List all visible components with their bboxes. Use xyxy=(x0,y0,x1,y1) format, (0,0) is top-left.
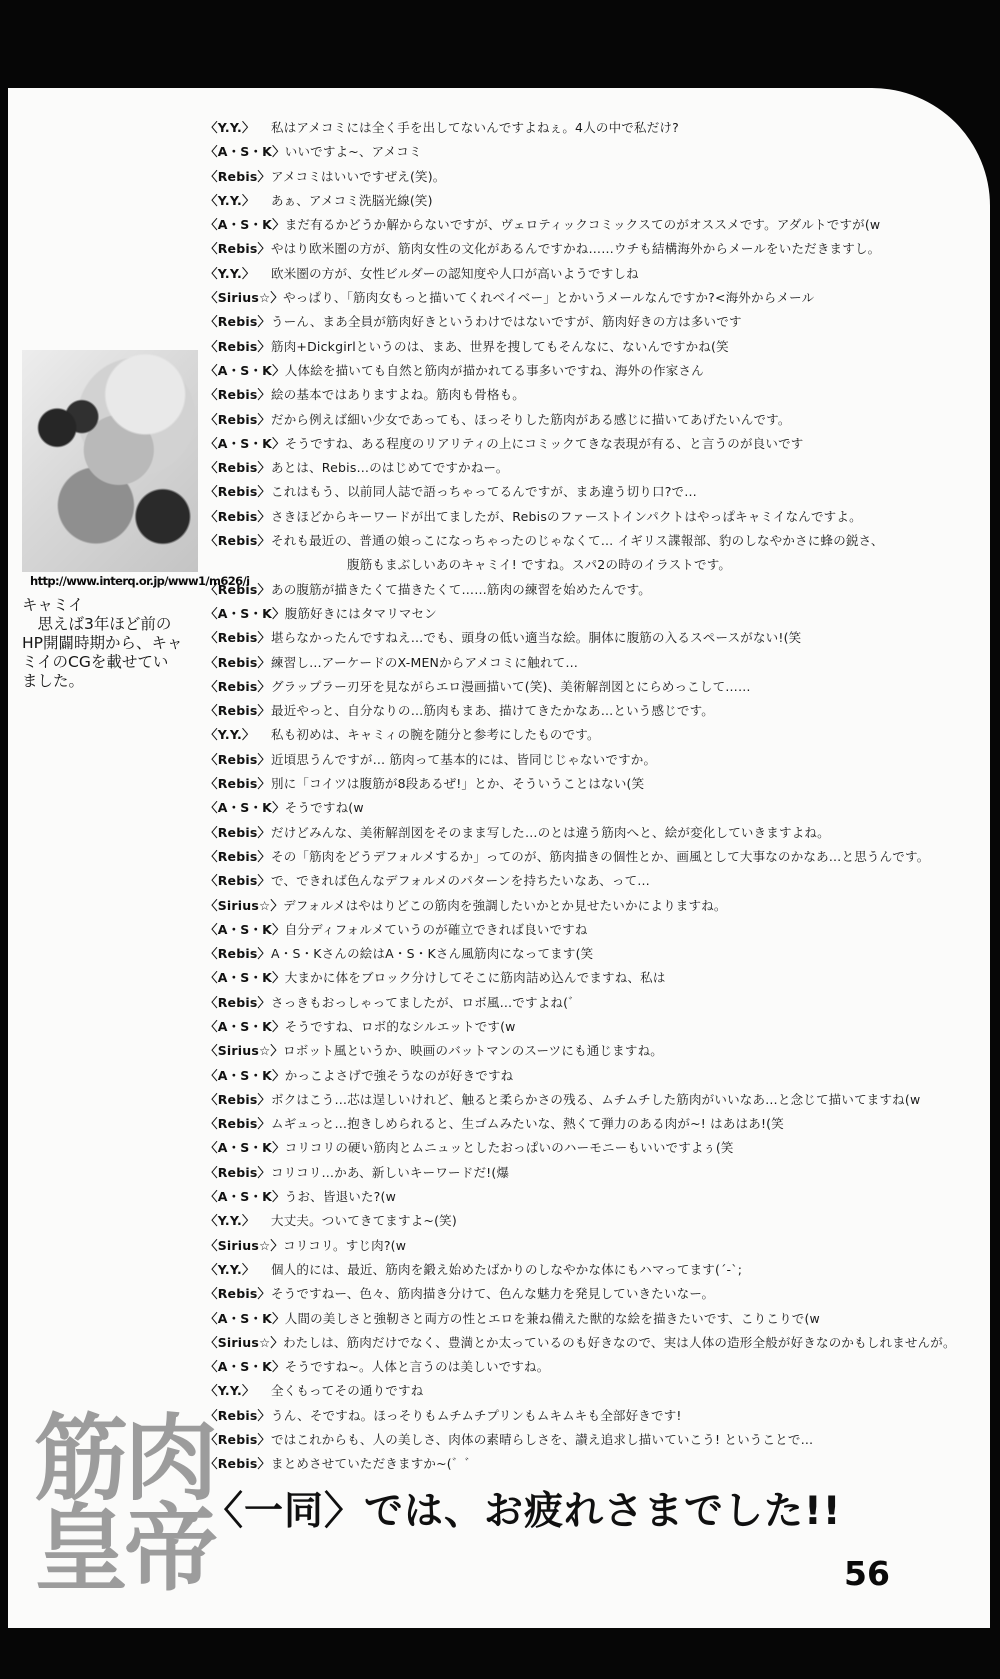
speaker-label: 〈Rebis〉 xyxy=(205,460,271,476)
speaker-label: 〈Rebis〉 xyxy=(205,168,271,184)
message-text: うん、そですね。ほっそりもムチムチプリンもムキムキも全部好きです! xyxy=(271,1407,682,1423)
message-text: 私も初めは、キャミィの腕を随分と参考にしたものです。 xyxy=(271,727,600,743)
chat-row xyxy=(205,626,980,650)
speaker-label: 〈Rebis〉 xyxy=(205,751,271,767)
message-text: グラップラー刃牙を見ながらエロ漫画描いて(笑)、美術解剖図とにらめっこして…… xyxy=(271,678,751,694)
message-text: 個人的には、最近、筋肉を鍛え始めたばかりのしなやかな体にもハマってます(´-`; xyxy=(271,1261,743,1277)
caption-line: ました。 xyxy=(22,672,85,690)
chat-row xyxy=(205,116,980,140)
speaker-label: 〈Sirius☆〉 xyxy=(205,1043,284,1059)
message-text: 私はアメコミには全く手を出してないんですよねぇ。4人の中で私だけ? xyxy=(271,120,679,135)
chat-row xyxy=(205,335,980,359)
chat-row xyxy=(205,237,980,261)
message-text: そうですね~。人体と言うのは美しいですね。 xyxy=(284,1359,550,1375)
speaker-label: 〈Rebis〉 xyxy=(205,1091,271,1107)
chat-row xyxy=(205,1209,980,1233)
message-text: わたしは、筋肉だけでなく、豊満とか太っているのも好きなので、実は人体の造形全般が好きなのかもしれませんが。 xyxy=(283,1334,956,1350)
chat-row xyxy=(205,1015,980,1039)
chat-row xyxy=(205,796,980,820)
message-text: 近頃思うんですが… 筋肉って基本的には、皆同じじゃないですか。 xyxy=(271,751,657,767)
chat-row xyxy=(205,772,980,796)
speaker-label: 〈Rebis〉 xyxy=(205,1432,271,1448)
speaker-label: 〈A・S・K〉 xyxy=(205,1140,285,1156)
chat-row xyxy=(205,480,980,504)
speaker-label: 〈Rebis〉 xyxy=(205,1116,271,1132)
chat-row xyxy=(205,894,980,918)
message-text: 筋肉+Dickgirlというのは、まあ、世界を捜してもそんなに、ないんですかね(笑 xyxy=(271,338,729,354)
chat-row xyxy=(205,1258,980,1282)
message-text: そうですね(w xyxy=(284,800,364,816)
message-text: これはもう、以前同人誌で語っちゃってるんですが、まあ違う切り口?で… xyxy=(271,484,697,500)
caption-line: HP開闢時期から、キャ xyxy=(22,634,183,652)
message-text: うお、皆退いた?(w xyxy=(284,1189,397,1205)
chat-row xyxy=(205,383,980,407)
message-text: そうですね、ある程度のリアリティの上にコミックてきな表現が有る、と言うのが良いです xyxy=(284,435,804,451)
message-text: A・S・Kさんの絵はA・S・Kさん風筋肉になってます(笑 xyxy=(271,946,594,962)
chat-row xyxy=(205,505,980,529)
message-text: コリコリの硬い筋肉とムニュッとしたおっぱいのハーモニーもいいですよぅ(笑 xyxy=(284,1140,734,1156)
chat-row xyxy=(205,262,980,286)
message-text: 大丈夫。ついてきてますよ~(笑) xyxy=(271,1213,457,1229)
chat-row xyxy=(205,1112,980,1136)
message-text: 大まかに体をブロック分けしてそこに筋肉詰め込んでますね、私は xyxy=(284,970,666,986)
chat-row xyxy=(205,432,980,456)
message-text: 最近やっと、自分なりの…筋肉もまあ、描けてきたかなあ…という感じです。 xyxy=(271,703,715,719)
speaker-label: 〈A・S・K〉 xyxy=(205,1310,285,1326)
cammy-illustration xyxy=(22,350,198,572)
speaker-label: 〈Rebis〉 xyxy=(205,824,271,840)
speaker-label: 〈Rebis〉 xyxy=(205,678,271,694)
speaker-label: 〈Rebis〉 xyxy=(205,994,271,1010)
speaker-label: 〈Sirius☆〉 xyxy=(205,1334,284,1350)
sidebar-caption xyxy=(22,596,210,691)
chat-row xyxy=(205,651,980,675)
chat-row xyxy=(205,213,980,237)
message-text: 別に「コイツは腹筋が8段あるぜ!」とか、そういうことはない(笑 xyxy=(271,776,645,792)
chat-row xyxy=(205,942,980,966)
speaker-label: 〈Rebis〉 xyxy=(205,411,271,427)
chat-row xyxy=(205,310,980,334)
speaker-label: 〈Rebis〉 xyxy=(205,581,271,597)
message-text: ムギュっと…抱きしめられると、生ゴムみたいな、熱くて弾力のある肉が~! はあはあ!(笑 xyxy=(271,1116,784,1132)
chat-row xyxy=(205,1039,980,1063)
message-text: デフォルメはやはりどこの筋肉を強調したいかとか見せたいかによりますね。 xyxy=(283,897,727,913)
chat-row xyxy=(205,869,980,893)
message-text: 絵の基本ではありますよね。筋肉も骨格も。 xyxy=(271,387,526,403)
message-text: さっきもおっしゃってましたが、ロボ風…ですよね(゛ xyxy=(271,994,581,1010)
message-text: 人間の美しさと強靭さと両方の性とエロを兼ね備えた獣的な絵を描きたいです、こりこりで(w xyxy=(284,1310,820,1326)
speaker-label: 〈Sirius☆〉 xyxy=(205,1237,284,1253)
chat-row xyxy=(205,359,980,383)
chat-row xyxy=(205,1428,980,1452)
speaker-label: 〈Y.Y.〉 xyxy=(205,1383,255,1399)
speaker-label: 〈Rebis〉 xyxy=(205,1286,271,1302)
message-text: で、できれば色んなデフォルメのパターンを持ちたいなあ、って… xyxy=(271,873,651,889)
page-number: 56 xyxy=(844,1554,890,1593)
chat-row xyxy=(205,1185,980,1209)
speaker-label: 〈Y.Y.〉 xyxy=(205,265,255,281)
message-text: あとは、Rebis…のはじめてですかねー。 xyxy=(271,460,509,476)
speaker-label: 〈Y.Y.〉 xyxy=(205,1261,255,1277)
speaker-label: 〈A・S・K〉 xyxy=(205,605,285,621)
chat-row xyxy=(205,1452,980,1476)
message-text: 腹筋もまぶしいあのキャミイ! ですね。スパ2の時のイラストです。 xyxy=(347,557,732,573)
chat-row xyxy=(205,1404,980,1428)
scanned-page xyxy=(8,88,990,1628)
chat-row xyxy=(205,1355,980,1379)
speaker-label: 〈Rebis〉 xyxy=(205,241,271,257)
message-text: あぁ、アメコミ洗脳光線(笑) xyxy=(271,192,433,208)
message-text: ボクはこう…芯は逞しいけれど、触ると柔らかさの残る、ムチムチした筋肉がいいなあ…と念じて描いてますね(w xyxy=(271,1091,921,1107)
message-text: うーん、まあ全員が筋肉好きというわけではないですが、筋肉好きの方は多いです xyxy=(271,314,742,330)
message-text: まだ有るかどうか解からないですが、ヴェロティックコミックスてのがオススメです。アダルトですが(w xyxy=(284,217,881,233)
message-text: 腹筋好きにはタマリマセン xyxy=(284,605,437,621)
chat-row xyxy=(205,699,980,723)
caption-body xyxy=(22,615,210,691)
speaker-label: 〈Rebis〉 xyxy=(205,654,271,670)
chat-row xyxy=(205,821,980,845)
speaker-label: 〈Rebis〉 xyxy=(205,533,271,549)
speaker-label: 〈Rebis〉 xyxy=(205,484,271,500)
speaker-label: 〈Y.Y.〉 xyxy=(205,192,255,208)
speaker-label: 〈Rebis〉 xyxy=(205,1164,271,1180)
chat-row xyxy=(205,918,980,942)
message-text: やっぱり、「筋肉女もっと描いてくれベイベー」とかいうメールなんですか?<海外からメール xyxy=(283,290,815,306)
speaker-label: 〈Rebis〉 xyxy=(205,946,271,962)
speaker-label: 〈Y.Y.〉 xyxy=(205,120,255,135)
speaker-label: 〈Y.Y.〉 xyxy=(205,1213,255,1229)
speaker-label: 〈Sirius☆〉 xyxy=(205,290,284,306)
speaker-label: 〈Rebis〉 xyxy=(205,1456,271,1472)
logo-row-2: 皇帝 xyxy=(34,1494,215,1604)
speaker-label: 〈Sirius☆〉 xyxy=(205,897,284,913)
message-text: アメコミはいいですぜえ(笑)。 xyxy=(271,168,446,184)
message-text: そうですねー、色々、筋肉描き分けて、色んな魅力を発見していきたいなー。 xyxy=(271,1286,715,1302)
chat-row xyxy=(205,189,980,213)
message-text: コリコリ…かあ、新しいキーワードだ!(爆 xyxy=(271,1164,510,1180)
caption-title: キャミイ xyxy=(22,596,84,614)
chat-row xyxy=(205,748,980,772)
speaker-label: 〈A・S・K〉 xyxy=(205,362,285,378)
message-text: やはり欧米圏の方が、筋肉女性の文化があるんですかね……ウチも結構海外からメールをいただきますし。 xyxy=(271,241,881,257)
chat-row xyxy=(205,286,980,310)
chat-row xyxy=(205,1307,980,1331)
message-text: だけどみんな、美術解剖図をそのまま写した…のとは違う筋肉へと、絵が変化していきますよね。 xyxy=(271,824,830,840)
message-text: 自分ディフォルメていうのが確立できれば良いですね xyxy=(284,921,588,937)
message-text: そうですね、ロボ的なシルエットです(w xyxy=(284,1018,516,1034)
message-text: さきほどからキーワードが出てましたが、Rebisのファーストインパクトはやっぱキャミイなんですよ。 xyxy=(271,508,862,524)
message-text: 堪らなかったんですねえ…でも、頭身の低い適当な絵。胴体に腹筋の入るスペースがない!(笑 xyxy=(271,630,802,646)
speaker-label: 〈Rebis〉 xyxy=(205,873,271,889)
speaker-label: 〈Rebis〉 xyxy=(205,776,271,792)
chat-row xyxy=(205,529,980,553)
chat-row xyxy=(205,1088,980,1112)
speaker-label: 〈A・S・K〉 xyxy=(205,1067,285,1083)
chat-row xyxy=(205,845,980,869)
chat-row xyxy=(205,723,980,747)
speaker-label: 〈A・S・K〉 xyxy=(205,435,285,451)
speaker-label: 〈A・S・K〉 xyxy=(205,217,285,233)
chat-row xyxy=(205,602,980,626)
speaker-label: 〈A・S・K〉 xyxy=(205,800,285,816)
chat-row xyxy=(205,991,980,1015)
message-text: 人体絵を描いても自然と筋肉が描かれてる事多いですね、海外の作家さん xyxy=(284,362,704,378)
chat-row xyxy=(205,140,980,164)
speaker-label: 〈A・S・K〉 xyxy=(205,144,285,160)
message-text: 欧米圏の方が、女性ビルダーの認知度や人口が高いようですしね xyxy=(271,265,639,281)
message-text: その「筋肉をどうデフォルメするか」ってのが、筋肉描きの個性とか、画風として大事なのかなあ…と思うんです。 xyxy=(271,848,930,864)
caption-line: 思えば3年ほど前の xyxy=(22,615,172,633)
message-text: ではこれからも、人の美しさ、肉体の素晴らしさを、讃え追求し描いていこう! ということで… xyxy=(271,1432,814,1448)
chat-row xyxy=(205,675,980,699)
chat-row xyxy=(205,1064,980,1088)
chat-transcript xyxy=(205,116,980,1477)
chat-row xyxy=(205,1161,980,1185)
message-text: いいですよ~、アメコミ xyxy=(284,144,422,160)
speaker-label: 〈Rebis〉 xyxy=(205,314,271,330)
message-text: 全くもってその通りですね xyxy=(271,1383,424,1399)
message-text: だから例えば細い少女であっても、ほっそりした筋肉がある感じに描いてあげたいんです。 xyxy=(271,411,791,427)
chat-row xyxy=(205,578,980,602)
chat-row xyxy=(205,456,980,480)
chat-row xyxy=(205,1282,980,1306)
speaker-label: 〈Rebis〉 xyxy=(205,1407,271,1423)
message-text: 練習し…アーケードのX-MENからアメコミに触れて… xyxy=(271,654,579,670)
speaker-label: 〈Rebis〉 xyxy=(205,630,271,646)
illustration-url-caption: http://www.interq.or.jp/www1/m626/i xyxy=(30,574,250,588)
speaker-label: 〈A・S・K〉 xyxy=(205,1189,285,1205)
message-text: かっこよさげで強そうなのが好きですね xyxy=(284,1067,514,1083)
speaker-label: 〈A・S・K〉 xyxy=(205,1018,285,1034)
caption-line: ミイのCGを載せてい xyxy=(22,653,169,671)
chat-row xyxy=(205,408,980,432)
message-text: コリコリ。すじ肉?(w xyxy=(283,1237,407,1253)
message-text: ロボット風というか、映画のバットマンのスーツにも通じますね。 xyxy=(283,1043,663,1059)
chat-row xyxy=(205,165,980,189)
message-text: あの腹筋が描きたくて描きたくて……筋肉の練習を始めたんです。 xyxy=(271,581,652,597)
speaker-label: 〈Rebis〉 xyxy=(205,508,271,524)
logo-row-1: 筋肉 xyxy=(34,1404,215,1514)
chat-row xyxy=(205,553,980,577)
message-text: それも最近の、普通の娘っこになっちゃったのじゃなくて… イギリス諜報部、豹のしなやかさに蜂の鋭さ、 xyxy=(271,533,884,549)
chat-row xyxy=(205,1379,980,1403)
message-text: まとめさせていただきますか~(゛゛ xyxy=(271,1456,478,1472)
speaker-label: 〈A・S・K〉 xyxy=(205,1359,285,1375)
chat-row xyxy=(205,1331,980,1355)
speaker-label: 〈Rebis〉 xyxy=(205,338,271,354)
speaker-label: 〈Rebis〉 xyxy=(205,848,271,864)
chat-row xyxy=(205,1136,980,1160)
chat-row xyxy=(205,1234,980,1258)
speaker-label: 〈Y.Y.〉 xyxy=(205,727,255,743)
speaker-label: 〈Rebis〉 xyxy=(205,387,271,403)
speaker-label: 〈Rebis〉 xyxy=(205,703,271,719)
chat-row xyxy=(205,966,980,990)
speaker-label: 〈A・S・K〉 xyxy=(205,921,285,937)
speaker-label: 〈A・S・K〉 xyxy=(205,970,285,986)
closing-line: 〈一同〉では、お疲れさまでした!! xyxy=(204,1489,842,1534)
